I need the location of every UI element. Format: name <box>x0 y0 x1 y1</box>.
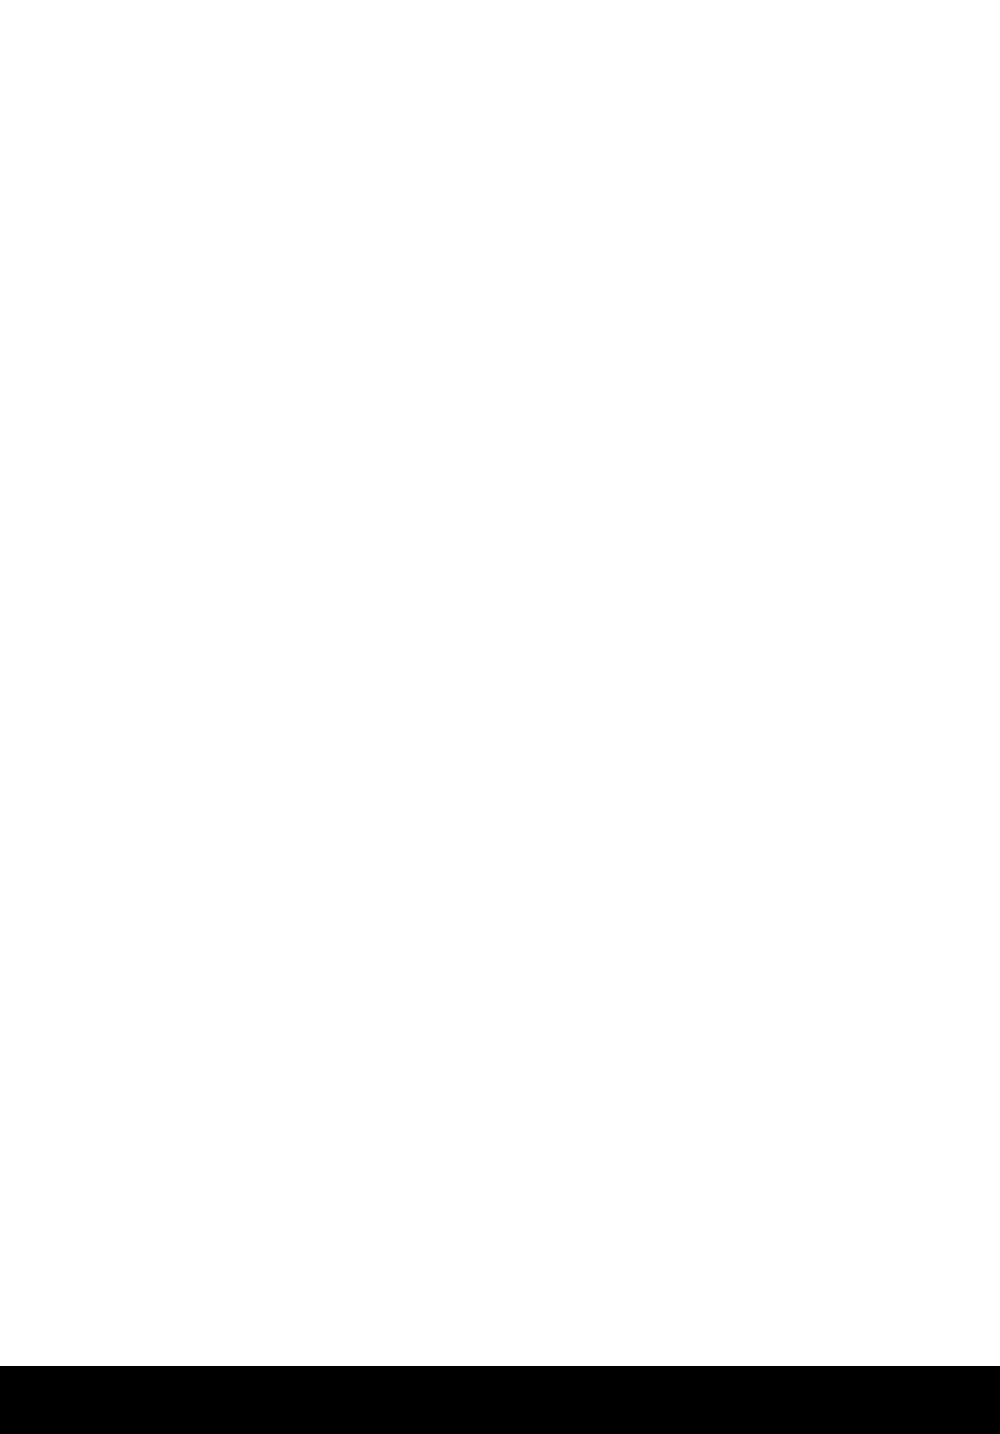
footer-black-bar <box>0 1366 1000 1434</box>
bottom-dotted-border <box>0 1326 1000 1346</box>
top-decorative-border <box>0 22 1000 58</box>
